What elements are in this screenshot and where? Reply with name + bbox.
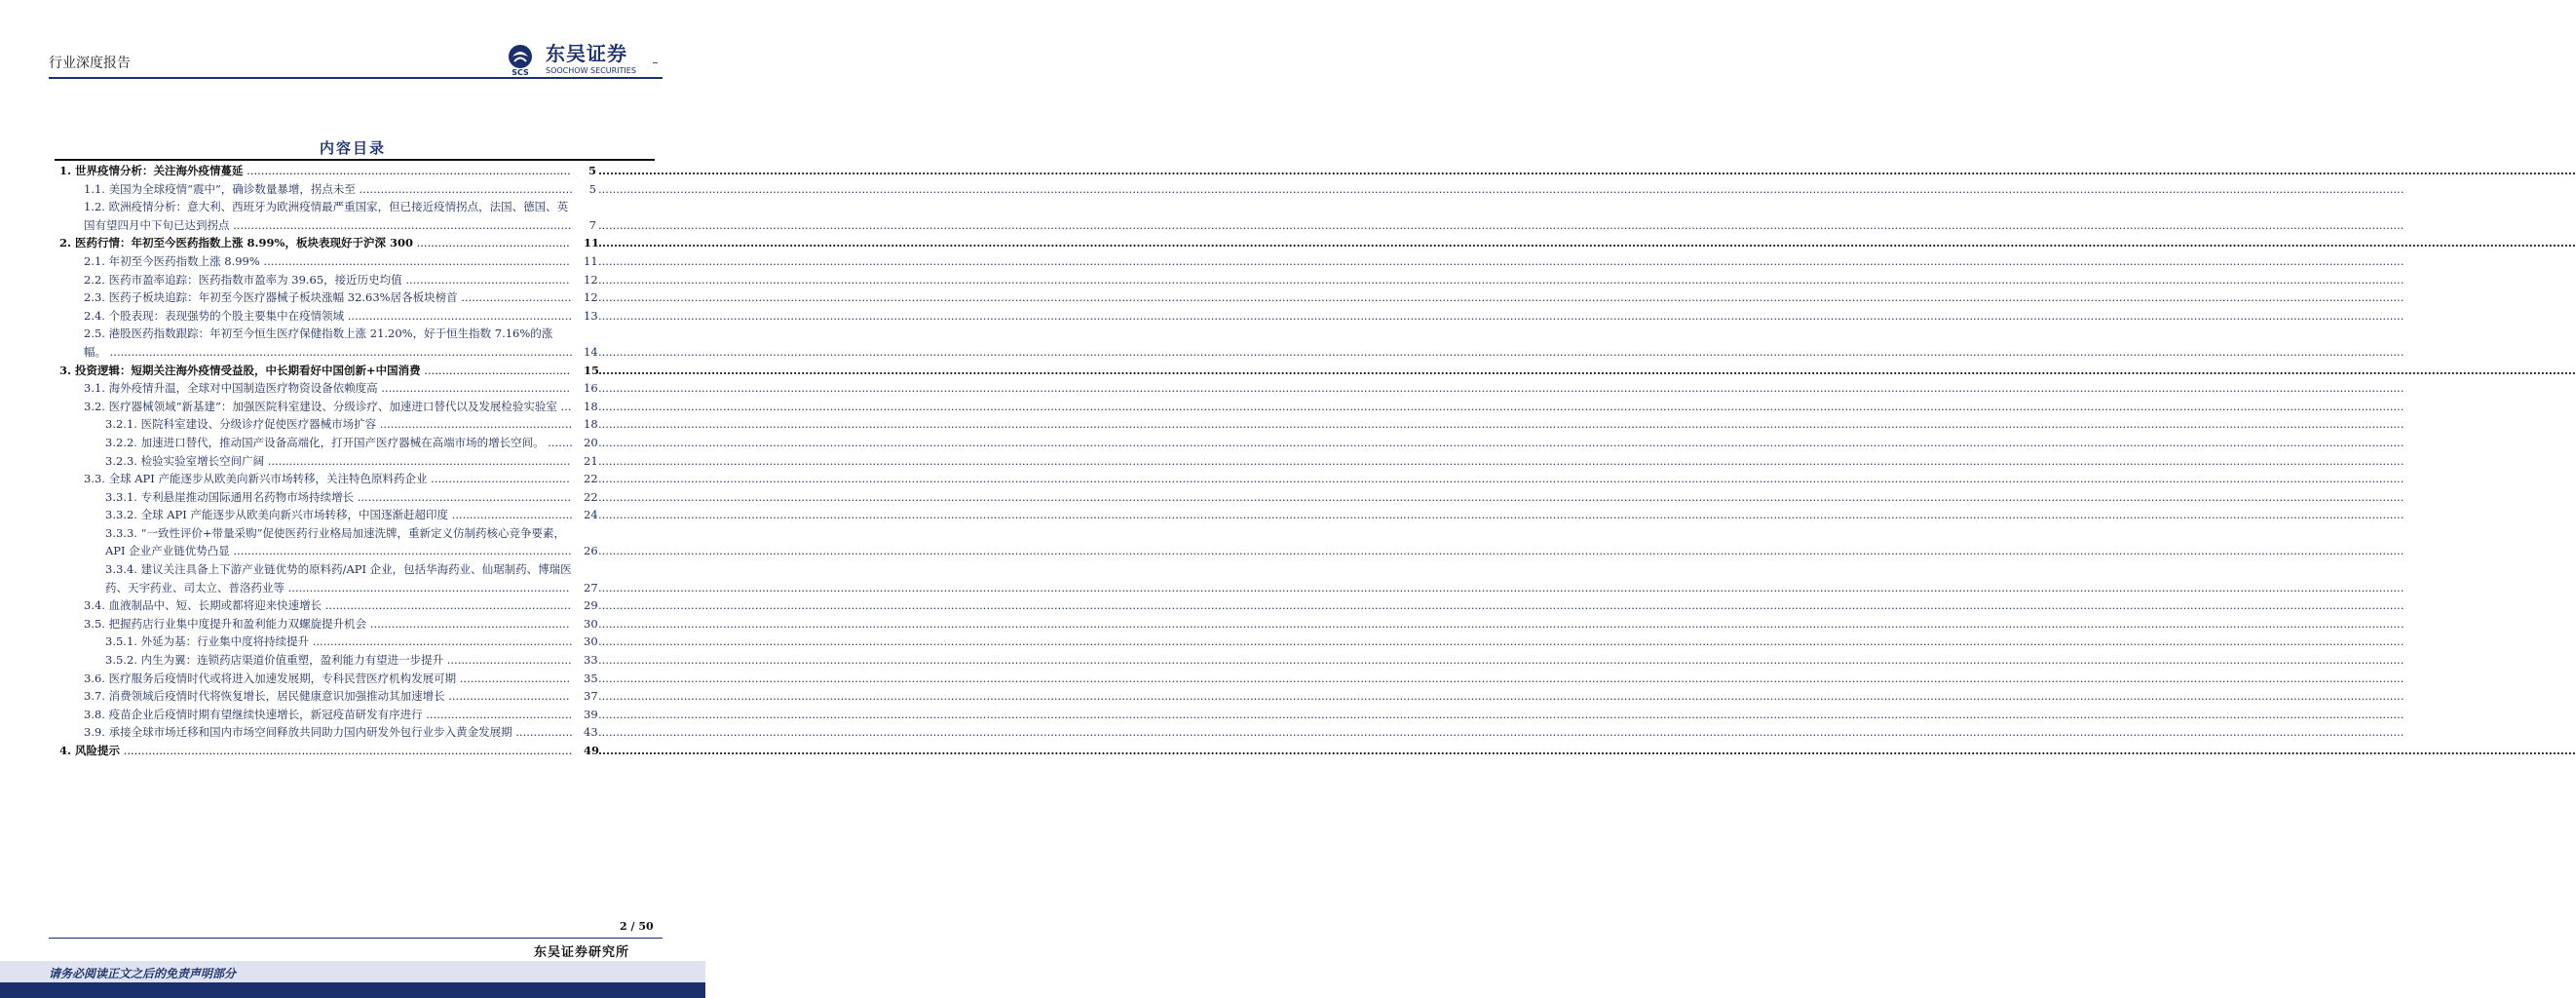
toc-entry[interactable]: [55, 742, 600, 760]
toc-entry-text: 3.8. 疫苗企业后疫情时期有望继续快速增长，新冠疫苗研发有序进行: [84, 707, 423, 721]
toc-entry[interactable]: [55, 452, 596, 471]
toc-entry-page: 11: [581, 234, 596, 252]
toc-entry-text: 2.5. 港股医药指数跟踪：年初至今恒生医疗保健指数上涨 21.20%，好于恒生指数 7.16%的涨幅。: [84, 326, 553, 359]
toc-entry[interactable]: [55, 162, 596, 180]
toc-entry-title: [84, 398, 596, 416]
toc-entry-page: 18: [581, 415, 596, 434]
toc-entry-title: [105, 560, 596, 596]
toc-entry-text: 2.1. 年初至今医药指数上涨 8.99%: [84, 253, 260, 268]
header-mark: [653, 62, 658, 63]
toc-entry-text: 3.5. 把握药店行业集中度提升和盈利能力双螺旋提升机会: [84, 616, 367, 631]
toc-entry[interactable]: [55, 560, 596, 596]
toc-dot-leader: ...: [556, 399, 572, 413]
toc-entry[interactable]: [55, 506, 596, 524]
toc-dot-leader: ...............................................................: [344, 308, 573, 323]
toc-entry-page: 26: [581, 542, 596, 560]
toc-dot-leader: ............................................................: [354, 489, 572, 504]
toc-title: 内容目录: [319, 139, 386, 157]
toc-entry[interactable]: [55, 651, 596, 670]
toc-entry-title: [84, 288, 596, 307]
toc-entry-page: 5: [581, 180, 596, 199]
toc-entry-text: 3.2.2. 加速进口替代，推动国产设备高端化，打开国产医疗器械在高端市场的增长空间。: [105, 435, 545, 449]
toc-entry-page: 18: [581, 398, 596, 416]
toc-entry-text: 3.3.3. “一致性评价+带量采购”促使医药行业格局加速洗牌，重新定义仿制药核心竞争要素，API 企业产业链优势凸显: [105, 525, 565, 558]
toc-dot-leader: .....................................................: [377, 381, 571, 396]
toc-entry-page: 22: [581, 488, 596, 507]
toc-entry-title: [84, 615, 596, 633]
toc-entry[interactable]: [55, 670, 596, 688]
toc-entry-title: [84, 596, 596, 615]
toc-entry-page: 5: [581, 162, 596, 180]
toc-entry-page: 43: [581, 723, 596, 742]
toc-entry[interactable]: [55, 288, 596, 307]
toc-dot-leader: ............................................................: [355, 181, 573, 196]
toc-entry-page: 22: [581, 470, 596, 488]
toc-entry[interactable]: [55, 252, 596, 271]
toc-entry-title: [105, 651, 596, 670]
footer-bar: [0, 982, 705, 998]
soochow-logo-icon: [503, 43, 542, 76]
toc-entry-text: 3.9. 承接全球市场迁移和国内市场空间释放共同助力国内研发外包行业步入黄金发展期: [84, 725, 512, 740]
toc-dot-leader: .........................................: [422, 707, 573, 721]
toc-entry-text: 3.2.3. 检验实验室增长空间广阔: [105, 453, 265, 468]
toc-entry-title: [105, 506, 596, 524]
page-indicator: 2 / 50: [620, 920, 654, 933]
toc-entry[interactable]: [55, 596, 596, 615]
toc-entry[interactable]: [55, 633, 596, 651]
toc-entry-page: 30: [581, 615, 596, 633]
table-of-contents: [55, 162, 600, 760]
toc-entry-page: 16: [581, 379, 596, 398]
toc-entry[interactable]: [55, 434, 596, 452]
toc-entry-title: [84, 470, 596, 488]
toc-dot-leader: ........................................................: [366, 616, 570, 631]
toc-entry-title: [105, 452, 596, 471]
toc-dot-leader: ...............................: [456, 671, 571, 685]
toc-entry[interactable]: [55, 398, 596, 416]
toc-entry-title: [59, 234, 596, 252]
toc-dot-leader: .....................................................................: [322, 598, 571, 613]
logo-chinese-name: 东吴证券: [546, 42, 627, 65]
toc-dot-leader: .......................................: [427, 472, 570, 486]
toc-entry-page: 15: [581, 362, 596, 380]
toc-entry-page: 11: [581, 252, 596, 271]
toc-entry-text: 2.2. 医药市盈率追踪：医药指数市盈率为 39.65，接近历史均值: [84, 272, 402, 287]
toc-entry-title: [59, 742, 596, 760]
toc-entry-text: 3.3.1. 专利悬崖推动国际通用名药物市场持续增长: [105, 489, 355, 504]
toc-entry-text: 3.7. 消费领域后疫情时代将恢复增长，居民健康意识加强推动其加速增长: [84, 689, 445, 704]
toc-dot-leader: .....................................................................................: [264, 453, 571, 468]
toc-entry[interactable]: [55, 234, 600, 252]
toc-entry-text: 3.3.4. 建议关注具备上下游产业链优势的原料药/API 企业，包括华海药业、仙琚制药、博瑞医药、天宇药业、司太立、普洛药业等: [105, 562, 572, 595]
toc-entry-page: 37: [581, 687, 596, 706]
toc-entry-page: 13: [581, 307, 596, 326]
toc-entry-title: [105, 415, 596, 434]
toc-dot-leader: ..................................: [447, 508, 573, 522]
toc-entry-title: [84, 325, 596, 361]
toc-entry-text: 3. 投资逻辑：短期关注海外疫情受益股，中长期看好中国创新+中国消费: [59, 363, 421, 377]
toc-entry-page: 27: [581, 579, 596, 597]
toc-dot-leader: ..................................: [444, 689, 570, 704]
toc-dot-leader: ...............................................................................: [284, 580, 570, 595]
toc-entry-text: 3.1. 海外疫情升温，全球对中国制造医疗物资设备依赖度高: [84, 381, 378, 396]
toc-dot-leader: ...........................................................................................: [243, 164, 571, 177]
toc-entry-page: 14: [581, 343, 596, 362]
toc-entry-title: [84, 307, 596, 326]
toc-entry-page: 33: [581, 651, 596, 670]
toc-entry-page: 7: [581, 216, 596, 235]
toc-entry-text: 2.3. 医药子板块追踪：年初至今医疗器械子板块涨幅 32.63%居各板块榜首: [84, 290, 458, 305]
toc-entry[interactable]: [55, 307, 596, 326]
toc-entry-page: 12: [581, 288, 596, 307]
toc-entry-title: [59, 362, 596, 380]
company-logo: [503, 43, 659, 76]
toc-entry-text: 1.1. 美国为全球疫情“震中”，确诊数量暴增，拐点未至: [84, 181, 356, 196]
toc-entry-page: 21: [581, 452, 596, 471]
toc-dot-leader: ...........................................: [412, 236, 570, 250]
toc-dot-leader: ...................................: [443, 653, 572, 668]
toc-entry-text: 3.6. 医疗服务后疫情时代或将进入加速发展期，专科民营医疗机构发展可期: [84, 671, 457, 685]
toc-entry-page: 30: [581, 633, 596, 651]
toc-dot-leader: .........................................: [420, 363, 571, 377]
toc-entry-title: [59, 162, 596, 180]
toc-entry-text: 1.2. 欧洲疫情分析：意大利、西班牙为欧洲疫情最严重国家，但已接近疫情拐点，法国、德国、英国有望四月中下旬已达到拐点: [84, 200, 569, 232]
toc-entry[interactable]: [55, 379, 596, 398]
toc-entry-text: 4. 风险提示: [59, 744, 121, 757]
toc-entry[interactable]: [55, 362, 600, 380]
toc-entry-title: [105, 524, 596, 560]
toc-entry[interactable]: [55, 470, 596, 488]
toc-entry-page: 12: [581, 271, 596, 289]
toc-entry[interactable]: [55, 325, 596, 361]
toc-entry-text: 3.4. 血液制品中、短、长期或都将迎来快速增长: [84, 598, 322, 613]
toc-entry-title: [84, 670, 596, 688]
toc-entry-page: 49: [581, 742, 596, 760]
toc-entry[interactable]: [55, 524, 596, 560]
toc-dot-leader: ......................................................: [376, 417, 573, 432]
toc-entry-text: 3.2. 医疗器械领域“新基建”：加强医院科室建设、分级诊疗、加速进口替代以及发展检验实验室: [84, 399, 557, 413]
toc-dot-leader: .......: [544, 435, 573, 449]
toc-entry[interactable]: [55, 615, 596, 633]
toc-entry-text: 3.5.1. 外延为基：行业集中度将持续提升: [105, 634, 310, 649]
toc-entry-title: [84, 723, 596, 742]
toc-entry-text: 2. 医药行情：年初至今医药指数上涨 8.99%，板块表现好于沪深 300: [59, 236, 413, 250]
logo-english-name: SOOCHOW SECURITIES: [546, 66, 636, 75]
toc-entry[interactable]: [55, 723, 596, 742]
toc-dot-leader: ................: [511, 725, 573, 740]
toc-dot-leader: ..............................................: [401, 272, 570, 287]
toc-entry-text: 3.3. 全球 API 产能逐步从欧美向新兴市场转移，关注特色原料药企业: [84, 472, 428, 486]
toc-entry-title: [84, 379, 596, 398]
footer-disclaimer: 请务必阅读正文之后的免责声明部分: [49, 967, 237, 980]
toc-entry[interactable]: [55, 706, 596, 724]
report-type-label: 行业深度报告: [49, 56, 131, 71]
toc-entry-title: [84, 271, 596, 289]
toc-dot-leader: ...............................................................................................: [229, 217, 572, 232]
toc-dot-leader: ...............................................................................................: [229, 544, 572, 558]
toc-entry[interactable]: [55, 488, 596, 507]
toc-dot-leader: ......................................................................................: [259, 253, 570, 268]
toc-entry-title: [84, 706, 596, 724]
toc-entry-page: 24: [581, 506, 596, 524]
toc-dot-leader: .........................................................................: [309, 634, 573, 649]
toc-title-rule: [55, 159, 655, 161]
header-divider: [49, 77, 663, 79]
toc-entry[interactable]: [55, 180, 596, 199]
toc-entry-text: 3.2.1. 医院科室建设、分级诊疗促使医疗器械市场扩容: [105, 417, 377, 432]
toc-entry-text: 2.4. 个股表现：表现强势的个股主要集中在疫情领域: [84, 308, 345, 323]
toc-entry[interactable]: [55, 687, 596, 706]
toc-entry-title: [84, 687, 596, 706]
toc-entry[interactable]: [55, 271, 596, 289]
footer-divider: [49, 938, 663, 939]
toc-entry-text: 1. 世界疫情分析：关注海外疫情蔓延: [59, 164, 244, 177]
toc-dot-leader: ..............................................................................................................................: [120, 744, 573, 757]
toc-dot-leader: ...............................: [457, 290, 572, 305]
toc-entry-page: 20: [581, 434, 596, 452]
toc-entry-title: [105, 488, 596, 507]
toc-entry-title: [105, 633, 596, 651]
toc-entry-text: 3.5.2. 内生为翼：连锁药店渠道价值重塑，盈利能力有望进一步提升: [105, 653, 444, 668]
toc-entry[interactable]: [55, 198, 596, 234]
toc-entry-title: [84, 180, 596, 199]
toc-entry-title: [84, 252, 596, 271]
toc-entry-title: [105, 434, 596, 452]
logo-mark-text: SCS: [511, 68, 529, 77]
toc-entry-text: 3.3.2. 全球 API 产能逐步从欧美向新兴市场转移，中国逐渐赶超印度: [105, 508, 448, 522]
toc-entry-title: [84, 198, 596, 234]
toc-dot-leader: ..................................................................................................................................: [106, 344, 573, 359]
toc-entry-page: 35: [581, 670, 596, 688]
footer-org-name: 东吴证券研究所: [534, 945, 630, 960]
toc-entry-page: 39: [581, 706, 596, 724]
toc-entry[interactable]: [55, 415, 596, 434]
toc-entry-page: 29: [581, 596, 596, 615]
